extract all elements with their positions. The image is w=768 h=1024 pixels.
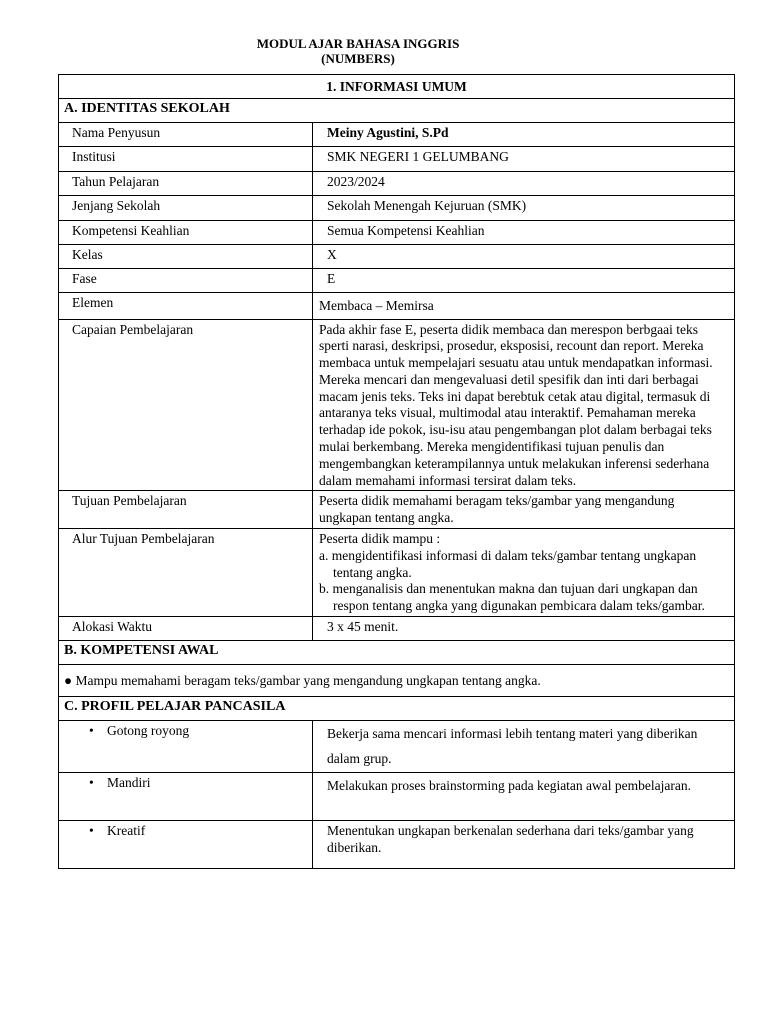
- section-profil-pelajar-heading: C. PROFIL PELAJAR PANCASILA: [59, 697, 735, 721]
- capaian-paragraph: Pada akhir fase E, peserta didik membaca dan merespon berbgaai teks sperti narasi, deskripsi, prosedur, eksposisi, recount dan report. Mereka membaca untuk mempelajari sesuatu atau untuk mendapatkan informasi. Mereka mencari dan mengevaluasi detil spesifik dan inti dari berbagai macam jenis teks. Teks ini dapat berebtuk cetak atau digital, termasuk di antaranya teks visual, multimodal atau interaktif. Pemahaman mereka terhadap ide pokok, isu-isu atau pengembangan plot dalam berbagai teks mulai berkembang. Mereka mengidentifikasi tujuan penulis dan mengembangkan keterampilannya untuk melakukan inferensi sederhana dalam memahami informasi tersirat dalam teks.: [313, 319, 735, 491]
- table-row: [59, 122, 735, 146]
- document-title: MODUL AJAR BAHASA INGGRIS: [256, 36, 460, 51]
- row-value: 2023/2024: [313, 171, 735, 195]
- alur-intro: Peserta didik mampu :: [319, 531, 441, 547]
- row-value: Meiny Agustini, S.Pd: [313, 122, 735, 146]
- row-label: Nama Penyusun: [59, 122, 313, 146]
- section-c-row: [59, 697, 735, 721]
- row-label: Fase: [59, 268, 313, 292]
- section-b-row: [59, 641, 735, 665]
- profil-value: Melakukan proses brainstorming pada kegiatan awal pembelajaran.: [313, 773, 735, 821]
- table-row: [59, 171, 735, 195]
- profil-label: Gotong royong: [107, 723, 190, 739]
- row-label: Kompetensi Keahlian: [59, 220, 313, 244]
- table-row: [59, 821, 735, 869]
- table-row: [59, 146, 735, 171]
- table-row: [59, 491, 735, 529]
- table-row: [59, 319, 735, 491]
- row-label: Kelas: [59, 244, 313, 268]
- section-kompetensi-awal-heading: B. KOMPETENSI AWAL: [59, 641, 735, 665]
- row-value: E: [313, 268, 735, 292]
- row-label: Alur Tujuan Pembelajaran: [59, 529, 313, 617]
- bullet-icon: •: [89, 823, 94, 839]
- row-value: Membaca – Memirsa: [313, 292, 735, 319]
- profil-label-cell: [59, 821, 313, 869]
- table-row: [59, 617, 735, 641]
- row-label: Tujuan Pembelajaran: [59, 491, 313, 529]
- bullet-icon: •: [89, 723, 94, 739]
- row-value: X: [313, 244, 735, 268]
- row-value: Sekolah Menengah Kejuruan (SMK): [313, 195, 735, 220]
- section-identitas-sekolah-heading: A. IDENTITAS SEKOLAH: [59, 98, 735, 122]
- profil-label-cell: [59, 721, 313, 773]
- row-value: 3 x 45 menit.: [313, 617, 735, 641]
- row-label: Alokasi Waktu: [59, 617, 313, 641]
- section-a-row: [59, 98, 735, 122]
- alur-cell: [313, 529, 735, 617]
- row-label: Institusi: [59, 146, 313, 171]
- row-label: Jenjang Sekolah: [59, 195, 313, 220]
- profil-label: Mandiri: [107, 775, 151, 791]
- info-table: [58, 74, 735, 869]
- table-row: [59, 195, 735, 220]
- table-row: [59, 220, 735, 244]
- section-informasi-umum-heading: 1. INFORMASI UMUM: [59, 75, 735, 99]
- section-1-row: [59, 75, 735, 99]
- profil-label: Kreatif: [107, 823, 146, 839]
- row-label: Tahun Pelajaran: [59, 171, 313, 195]
- row-value: Semua Kompetensi Keahlian: [313, 220, 735, 244]
- bullet-icon: •: [89, 775, 94, 791]
- table-row: [59, 773, 735, 821]
- profil-value: Bekerja sama mencari informasi lebih tentang materi yang diberikan dalam grup.: [313, 721, 735, 773]
- table-row: [59, 665, 735, 697]
- table-row: [59, 244, 735, 268]
- document-subtitle: (NUMBERS): [321, 51, 395, 66]
- row-label: Capaian Pembelajaran: [59, 319, 313, 491]
- row-value: SMK NEGERI 1 GELUMBANG: [313, 146, 735, 171]
- row-label: Elemen: [59, 292, 313, 319]
- tujuan-paragraph: Peserta didik memahami beragam teks/gambar yang mengandung ungkapan tentang angka.: [313, 491, 735, 529]
- profil-value: Menentukan ungkapan berkenalan sederhana dari teks/gambar yang diberikan.: [313, 821, 735, 869]
- kompetensi-awal-item: ● Mampu memahami beragam teks/gambar yang mengandung ungkapan tentang angka.: [59, 665, 735, 697]
- table-row: [59, 529, 735, 617]
- table-row: [59, 292, 735, 319]
- profil-label-cell: [59, 773, 313, 821]
- table-row: [59, 721, 735, 773]
- list-item: a. mengidentifikasi informasi di dalam teks/gambar tentang ungkapan tentang angka.: [319, 547, 697, 580]
- table-row: [59, 268, 735, 292]
- list-item: b. menganalisis dan menentukan makna dan tujuan dari ungkapan dan respon tentang angka yang digunakan pembicara dalam teks/gambar.: [319, 581, 705, 614]
